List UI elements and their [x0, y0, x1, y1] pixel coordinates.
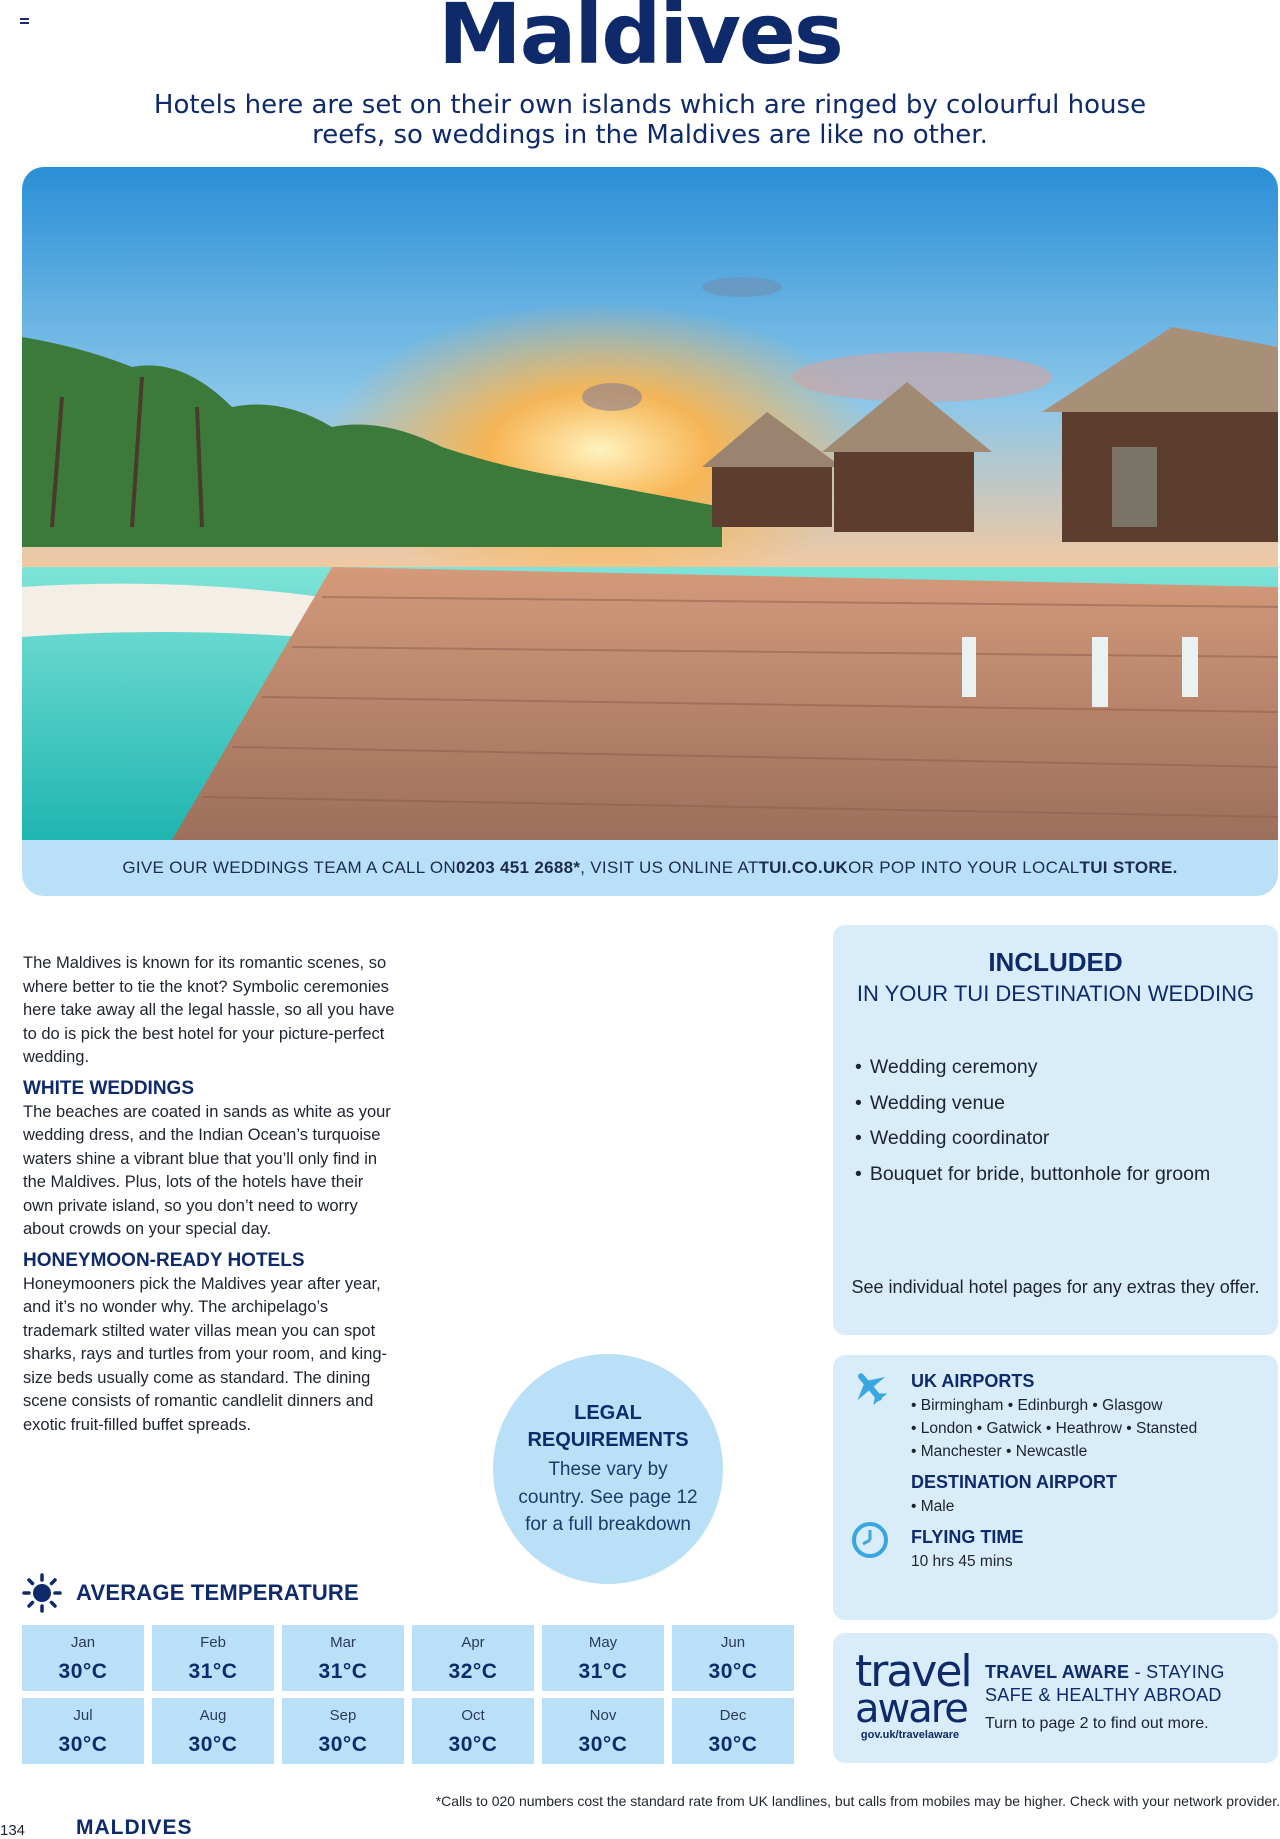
page-intro: Hotels here are set on their own islands which are ringed by colourful house reefs, so weddings in the Maldives are like no other. — [153, 90, 1147, 150]
temp-cell-aug — [152, 1698, 274, 1764]
temp-cell-apr — [412, 1625, 534, 1691]
included-item: • Wedding ceremony — [855, 1050, 1210, 1086]
travel-aware-title: TRAVEL AWARE — [985, 1662, 1130, 1682]
store-label: TUI STORE. — [1079, 858, 1178, 877]
month-label: Oct — [461, 1707, 485, 1724]
body-copy — [23, 952, 398, 1437]
callbar-text-3: OR POP INTO YOUR LOCAL — [848, 858, 1080, 877]
temp-value: 30°C — [318, 1733, 368, 1756]
temp-value: 30°C — [578, 1733, 628, 1756]
included-list — [855, 1050, 1210, 1192]
temp-value: 32°C — [448, 1660, 498, 1683]
included-heading: INCLUDED — [988, 947, 1123, 977]
travel-aware-line2: SAFE & HEALTHY ABROAD — [985, 1685, 1222, 1705]
website-link[interactable]: TUI.CO.UK — [758, 858, 849, 877]
temp-cell-feb — [152, 1625, 274, 1691]
page-number: 134 — [0, 1822, 26, 1839]
uk-airports-line: • Birmingham • Edinburgh • Glasgow — [911, 1397, 1163, 1414]
destination-airport: • Male — [911, 1498, 955, 1515]
temp-cell-dec — [672, 1698, 794, 1764]
month-label: Jan — [70, 1634, 96, 1651]
temperature-heading: AVERAGE TEMPERATURE — [76, 1580, 359, 1605]
temp-value: 31°C — [578, 1660, 628, 1683]
included-item: • Wedding coordinator — [855, 1121, 1210, 1157]
section-text-honeymoon: Honeymooners pick the Maldives year after year, and it’s no wonder why. The archipelago’s trademark stilted water villas mean you can spot sharks, rays and turtles from your room, and king-size beds usually come as standard. The dining scene consists of romantic candlelit dinners and exotic fruit-filled buffet spreads. — [23, 1274, 388, 1434]
temp-cell-sep — [282, 1698, 404, 1764]
footnote: *Calls to 020 numbers cost the standard rate from UK landlines, but calls from mobiles may be higher. Check with your network provider. — [435, 1793, 1280, 1809]
month-label: Aug — [199, 1707, 227, 1724]
phone-number[interactable]: 0203 451 2688* — [455, 858, 581, 877]
temp-cell-oct — [412, 1698, 534, 1764]
legal-requirements-circle — [493, 1354, 723, 1584]
month-label: May — [588, 1634, 618, 1651]
contact-bar — [22, 840, 1278, 896]
uk-airports-line: • London • Gatwick • Heathrow • Stansted — [911, 1420, 1198, 1437]
travel-aware-line3: Turn to page 2 to find out more. — [985, 1715, 1209, 1732]
temp-cell-nov — [542, 1698, 664, 1764]
temp-value: 30°C — [708, 1733, 758, 1756]
logo-word-aware: aware — [855, 1686, 967, 1732]
travel-aware-title-rest: - STAYING — [1129, 1662, 1225, 1682]
hero-image — [22, 167, 1278, 840]
section-heading-white-weddings: WHITE WEDDINGS — [23, 1077, 194, 1099]
temp-value: 30°C — [708, 1660, 758, 1683]
flying-time: 10 hrs 45 mins — [911, 1553, 1013, 1570]
uk-airports-line: • Manchester • Newcastle — [911, 1443, 1088, 1460]
month-label: Jul — [73, 1707, 93, 1724]
logo-url: gov.uk/travelaware — [860, 1729, 960, 1741]
body-intro: The Maldives is known for its romantic scenes, so where better to tie the knot? Symbolic ceremonies here take away all the legal hassle, so all you have to do is pick the best hotel for your picture-perfect wedding. — [23, 954, 395, 1066]
temp-cell-may — [542, 1625, 664, 1691]
temp-cell-jan — [22, 1625, 144, 1691]
temperature-grid — [22, 1625, 794, 1764]
included-item: • Wedding venue — [855, 1086, 1210, 1122]
logo-word-travel: travel — [855, 1646, 971, 1697]
callbar-text-2: , VISIT US ONLINE AT — [580, 858, 759, 877]
legal-text: These vary by country. See page 12 for a full breakdown — [518, 1459, 698, 1535]
clock-icon — [850, 1520, 890, 1560]
month-label: Dec — [719, 1707, 747, 1724]
temp-value: 31°C — [318, 1660, 368, 1683]
travel-aware-box — [833, 1633, 1278, 1763]
temp-cell-jul — [22, 1698, 144, 1764]
callbar-text-1: GIVE OUR WEDDINGS TEAM A CALL ON — [122, 858, 456, 877]
airports-box — [833, 1355, 1278, 1620]
sun-icon — [22, 1573, 62, 1613]
month-label: Nov — [589, 1707, 617, 1724]
legal-heading: LEGAL REQUIREMENTS — [527, 1402, 689, 1451]
month-label: Feb — [200, 1634, 226, 1651]
flying-time-heading: FLYING TIME — [911, 1527, 1024, 1547]
month-label: Jun — [720, 1634, 746, 1651]
temp-value: 30°C — [58, 1660, 108, 1683]
included-item: • Bouquet for bride, buttonhole for groom — [855, 1157, 1210, 1193]
page-title: Maldives — [438, 0, 842, 83]
temp-value: 30°C — [188, 1733, 238, 1756]
temp-value: 31°C — [188, 1660, 238, 1683]
travel-aware-logo[interactable] — [855, 1646, 971, 1741]
included-box — [833, 925, 1278, 1335]
temperature-header — [22, 1573, 359, 1613]
section-text-white-weddings: The beaches are coated in sands as white as your wedding dress, and the Indian Ocean’s turquoise waters shine a vibrant blue that you’ll only find in the Maldives. Plus, lots of the hotels have their own private island, so you don’t need to worry about crowds on your special day. — [23, 1102, 391, 1238]
temp-cell-jun — [672, 1625, 794, 1691]
section-name: MALDIVES — [76, 1816, 193, 1839]
section-heading-honeymoon: HONEYMOON-READY HOTELS — [23, 1249, 305, 1271]
month-label: Sep — [329, 1707, 357, 1724]
month-label: Apr — [461, 1634, 485, 1651]
month-label: Mar — [330, 1634, 356, 1651]
included-subheading: IN YOUR TUI DESTINATION WEDDING — [856, 981, 1255, 1006]
included-note: See individual hotel pages for any extras they offer. — [851, 1277, 1260, 1297]
destination-airport-heading: DESTINATION AIRPORT — [911, 1472, 1117, 1492]
temp-value: 30°C — [448, 1733, 498, 1756]
uk-airports-heading: UK AIRPORTS — [911, 1371, 1035, 1391]
temp-value: 30°C — [58, 1733, 108, 1756]
travel-aware-text — [985, 1661, 1270, 1733]
temp-cell-mar — [282, 1625, 404, 1691]
plane-icon — [850, 1367, 890, 1407]
